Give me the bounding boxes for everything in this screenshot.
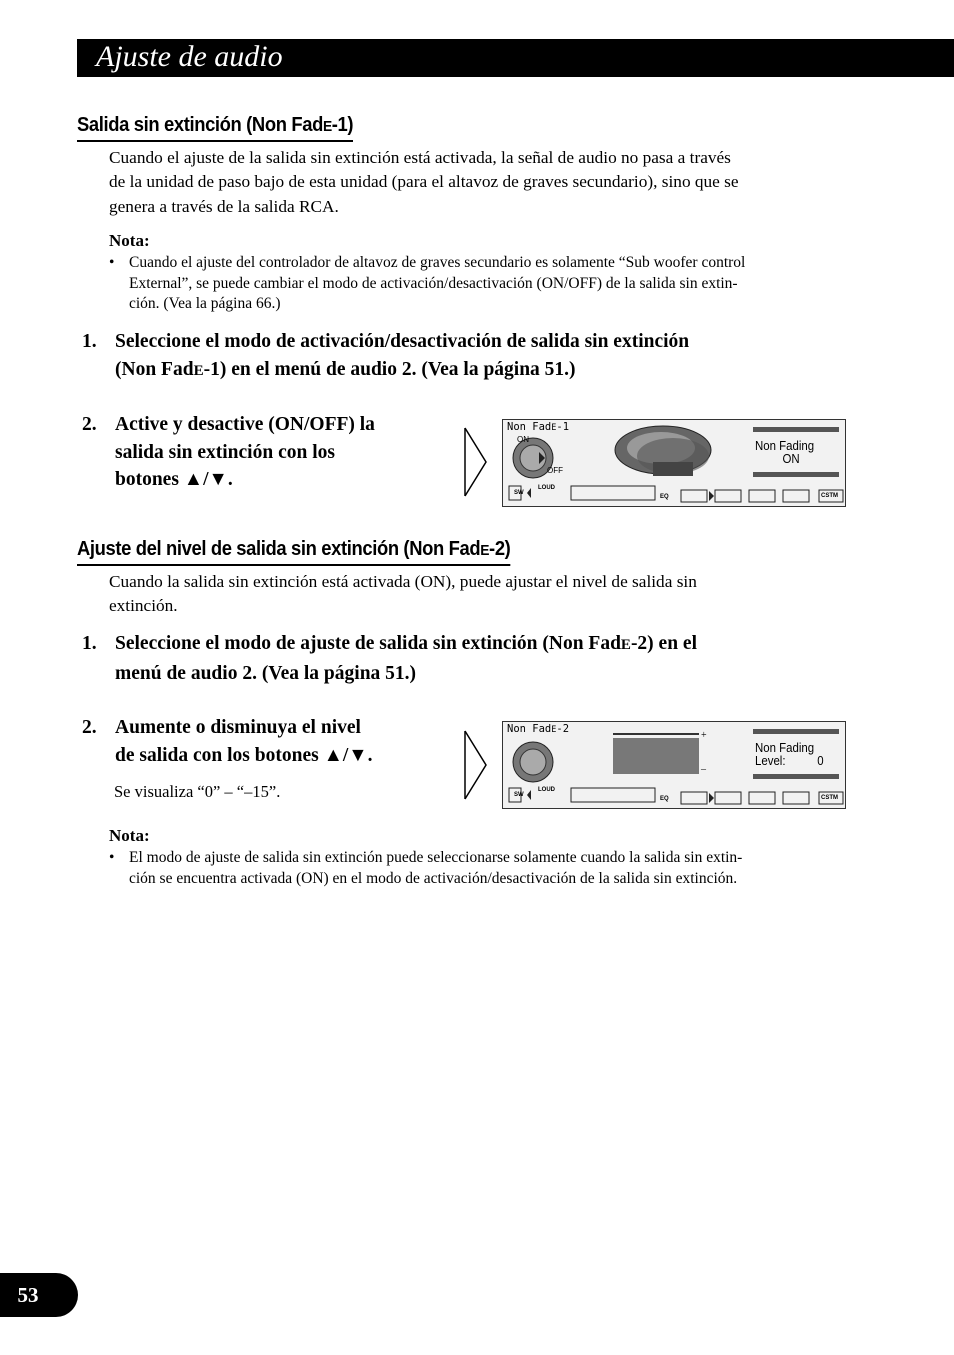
section2-heading: Ajuste del nivel de salida sin extinción (Non FadE-2) <box>77 537 510 566</box>
lcd-title: Non FadE-2 <box>507 723 570 735</box>
lcd-minus-label: – <box>701 764 706 775</box>
section2-paragraph: Cuando la salida sin extinción está activada (ON), puede ajustar el nivel de salida sin extinción. <box>109 572 697 616</box>
page-number-tab <box>0 1273 78 1317</box>
page-number: 53 <box>17 1283 39 1307</box>
lcd-eq-label: EQ <box>660 494 669 500</box>
lcd-message: Non Fading ON <box>755 438 815 466</box>
chevron-right-icon <box>462 729 490 801</box>
section1-heading: Salida sin extinción (Non FadE-1) <box>77 113 353 142</box>
section1-paragraph: Cuando el ajuste de la salida sin extinción está activada, la señal de audio no pasa a través de la unidad de paso bajo de esta unidad (para el altavoz de graves secundario), sino que se genera a través de la salida RCA. <box>109 148 739 216</box>
header-bar <box>77 39 954 77</box>
page-title: Ajuste de audio <box>96 40 283 73</box>
lcd-loud-label: LOUD <box>538 787 555 793</box>
lcd-cstm-label: CSTM <box>821 493 838 499</box>
lcd-sw-label: SW <box>514 490 524 496</box>
lcd-plus-label: + <box>701 730 707 741</box>
lcd-off-label: OFF <box>547 466 563 475</box>
lcd-eq-label: EQ <box>660 796 669 802</box>
note-bullet: • El modo de ajuste de salida sin extinción puede seleccionarse solamente cuando la salida sin extin- ción se encuentra activada (ON) en el modo de activación/desactivación de la salida sin extinción. <box>109 849 743 887</box>
lcd-display-nonfade2 <box>502 721 846 809</box>
nota-label: Nota: <box>109 826 150 845</box>
note-bullet: • Cuando el ajuste del controlador de altavoz de graves secundario es solamente “Sub woofer control External”, se puede cambiar el modo de activación/desactivación (ON/OFF) de la salida sin extin- ción. (Vea la página 66.) <box>109 254 746 312</box>
lcd-cstm-label: CSTM <box>821 795 838 801</box>
lcd-display-nonfade1 <box>502 419 846 507</box>
nota-label: Nota: <box>109 231 150 250</box>
lcd-on-label: ON <box>517 435 529 444</box>
section2-step2-sub: Se visualiza “0” – “–15”. <box>114 782 281 801</box>
lcd-loud-label: LOUD <box>538 485 555 491</box>
lcd-message: Non Fading Level: 0 <box>755 740 824 768</box>
chevron-right-icon <box>462 426 490 498</box>
lcd-title: Non FadE-1 <box>507 421 570 433</box>
lcd-sw-label: SW <box>514 792 524 798</box>
